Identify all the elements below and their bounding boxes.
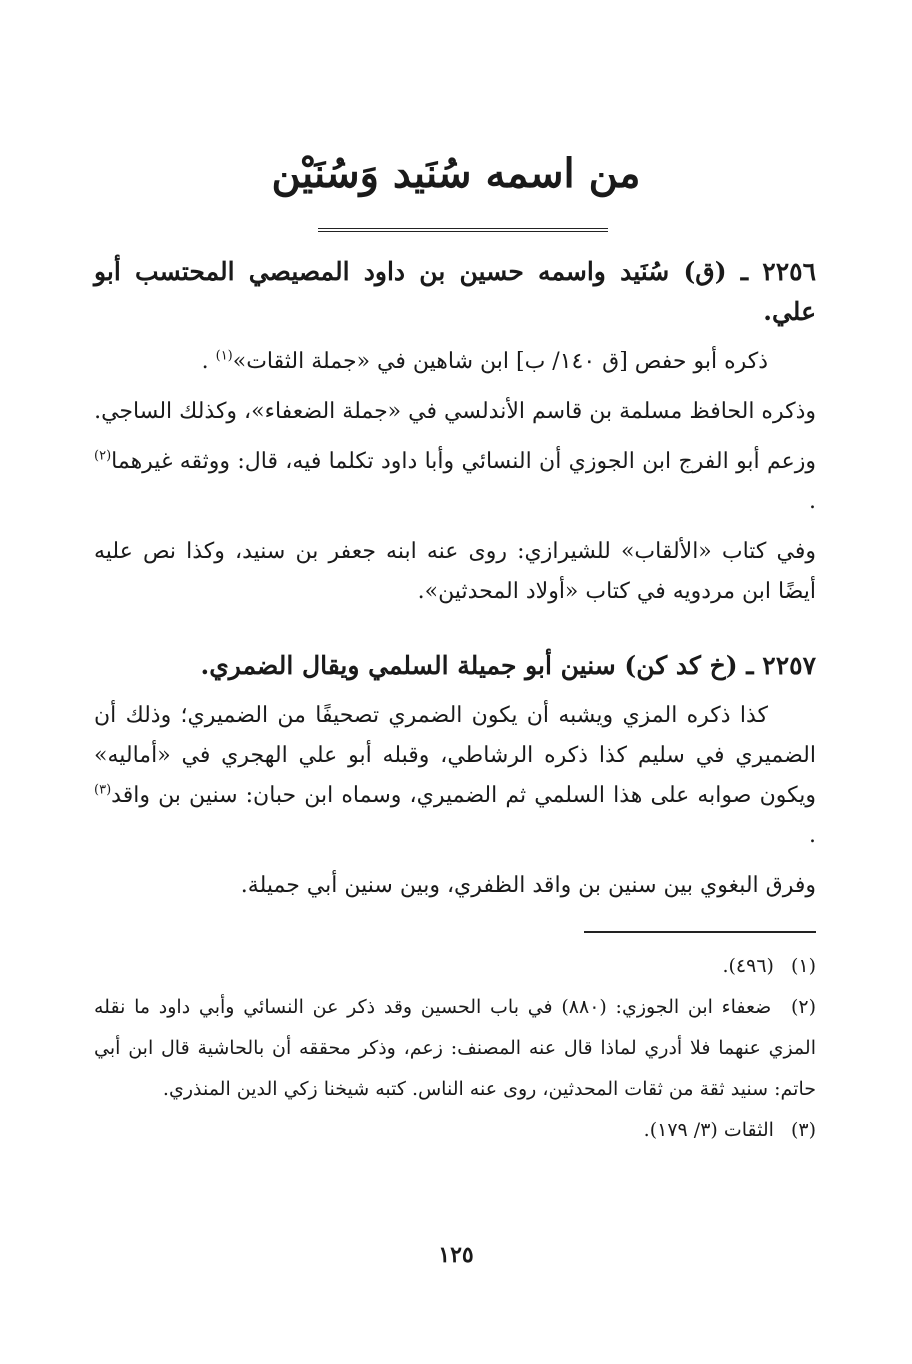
footnotes <box>94 946 816 1151</box>
paragraph-text: وذكره الحافظ مسلمة بن قاسم الأندلسي في «جملة الضعفاء»، وكذلك الساجي. <box>94 399 816 424</box>
paragraph-text: وزعم أبو الفرج ابن الجوزي أن النسائي وأبا داود تكلما فيه، قال: ووثقه غيرهما <box>111 449 816 474</box>
entry-heading: ٢٢٥٧ ـ (خ كد كن) سنين أبو جميلة السلمي ويقال الضمري. <box>200 651 816 680</box>
paragraph-end: . <box>201 349 216 374</box>
title-underline <box>318 228 608 232</box>
entry-paragraph <box>94 532 816 612</box>
footnote-ref: (١) <box>215 348 233 364</box>
entry-paragraph <box>94 442 816 522</box>
entry-2257 <box>94 646 816 906</box>
footnote-number: (٣) <box>790 1119 816 1141</box>
entry-paragraph <box>94 866 816 906</box>
paragraph-end: . <box>809 489 816 514</box>
footnote <box>94 1110 816 1151</box>
page-number: ١٢٥ <box>438 1242 474 1268</box>
paragraph-end: . <box>809 823 816 848</box>
section-title: من اسمه سُنَيد وَسُنَيْن <box>271 150 641 197</box>
entry-paragraph <box>94 392 816 432</box>
footnote-ref: (٢) <box>94 448 112 464</box>
entry-heading: ٢٢٥٦ ـ (ق) سُنَيد واسمه حسين بن داود المصيصي المحتسب أبو علي. <box>94 257 816 326</box>
paragraph-text: وفي كتاب «الألقاب» للشيرازي: روى عنه ابنه جعفر بن سنيد، وكذا نص عليه أيضًا ابن مردويه في كتاب «أولاد المحدثين». <box>94 539 816 604</box>
footnote-ref: (٣) <box>94 782 112 798</box>
entry-2256 <box>94 252 816 612</box>
paragraph-text: كذا ذكره المزي ويشبه أن يكون الضمري تصحيفًا من الضميري؛ وذلك أن الضميري في سليم كذا ذكره الرشاطي، وقبله أبو علي الهجري في «أماليه» ويكون صوابه على هذا السلمي ثم الضميري، وسماه ابن حبان: سنين بن واقد <box>94 703 816 808</box>
footnote-number: (١) <box>790 955 816 977</box>
footnote-text: (٤٩٦). <box>722 955 774 977</box>
entry-paragraph <box>94 342 816 382</box>
footnote <box>94 987 816 1110</box>
paragraph-text: وفرق البغوي بين سنين بن واقد الظفري، وبين سنين أبي جميلة. <box>240 873 816 898</box>
footnote-text: ضعفاء ابن الجوزي: (٨٨٠) في باب الحسين وقد ذكر عن النسائي وأبي داود ما نقله المزي عنهما فلا أدري لماذا قال عنه المصنف: زعم، وذكر محققه أن بالحاشية قال ابن أبي حاتم: سنيد ثقة من ثقات المحدثين، روى عنه الناس. كتبه شيخنا زكي الدين المنذري. <box>94 996 816 1100</box>
entry-paragraph <box>94 696 816 856</box>
footnote-text: الثقات (٣/ ١٧٩). <box>643 1119 774 1141</box>
footnote-number: (٢) <box>790 996 816 1018</box>
paragraph-text: ذكره أبو حفص [ق ١٤٠/ ب] ابن شاهين في «جملة الثقات» <box>232 349 768 374</box>
footnote-separator <box>584 931 816 933</box>
footnote <box>94 946 816 987</box>
